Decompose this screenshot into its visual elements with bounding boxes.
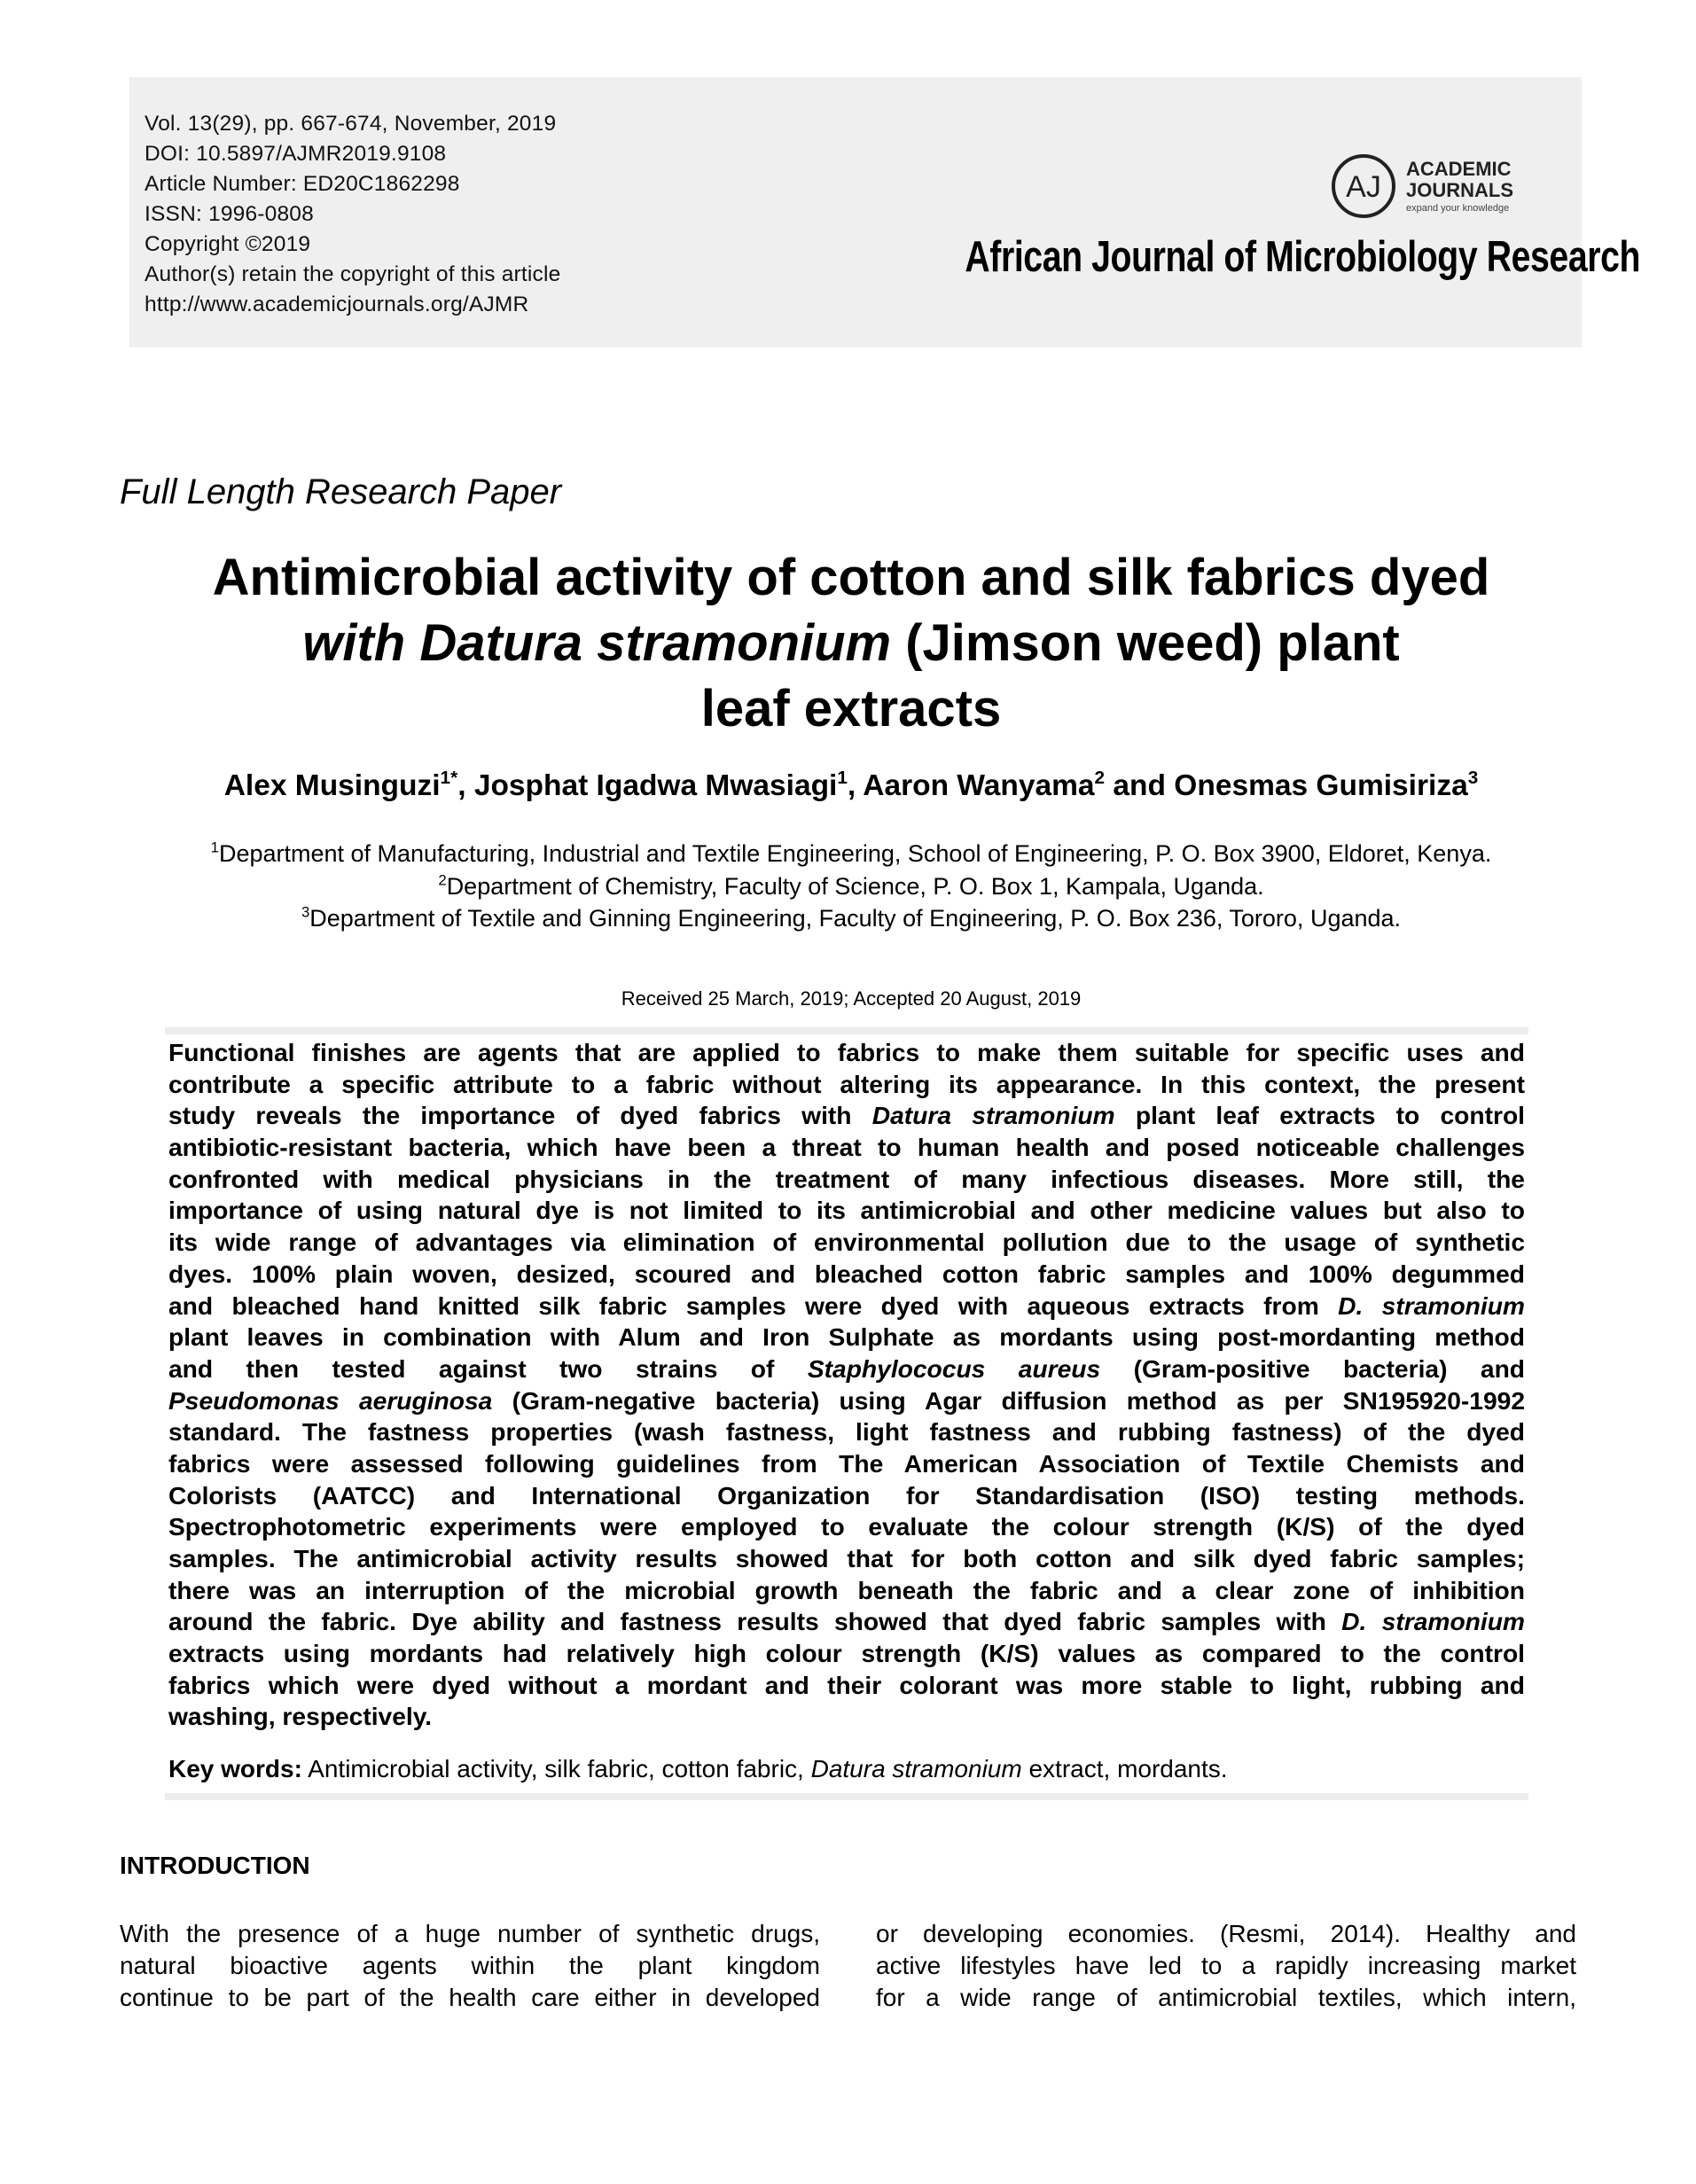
meta-rights: Author(s) retain the copyright of this article bbox=[145, 262, 561, 286]
abstract-line: plant leaves in combination with Alum and Iron Sulphate as mordants using post-mordanting method bbox=[168, 1322, 1525, 1352]
author-name: Aaron Wanyama bbox=[863, 769, 1095, 802]
meta-doi: DOI: 10.5897/AJMR2019.9108 bbox=[145, 142, 447, 166]
abstract-line: antibiotic-resistant bacteria, which have been a threat to human health and posed noticeable challenges bbox=[168, 1133, 1525, 1162]
keywords bbox=[168, 1755, 1525, 1783]
section-heading-introduction: INTRODUCTION bbox=[120, 1852, 310, 1879]
abstract-line: samples. The antimicrobial activity results showed that for both cotton and silk dyed fabric samples; bbox=[168, 1544, 1525, 1572]
author-affiliation-marker: 3 bbox=[1467, 768, 1479, 789]
intro-column-right bbox=[876, 1918, 1576, 2014]
author-name: Onesmas Gumisiriza bbox=[1174, 769, 1468, 802]
logo-tagline: expand your knowledge bbox=[1406, 203, 1510, 214]
abstract-line: study reveals the importance of dyed fabrics with Datura stramonium plant leaf extracts to control bbox=[168, 1101, 1525, 1130]
abstract-line: Colorists (AATCC) and International Organization for Standardisation (ISO) testing methods. bbox=[168, 1480, 1525, 1509]
body-text-line: for a wide range of antimicrobial textiles, which intern, bbox=[876, 1984, 1576, 2011]
abstract-line: Pseudomonas aeruginosa (Gram-negative bacteria) using Agar diffusion method as per SN195920-1992 bbox=[168, 1385, 1525, 1415]
title-line-3: leaf extracts bbox=[700, 680, 1002, 737]
body-text-line: or developing economies. (Resmi, 2014). Healthy and bbox=[876, 1920, 1576, 1947]
species-name: D. stramonium bbox=[1341, 1607, 1525, 1636]
author-separator: , bbox=[457, 769, 474, 802]
received-dates: Received 25 March, 2019; Accepted 20 August, 2019 bbox=[621, 987, 1082, 1010]
title-line-2 bbox=[124, 611, 1578, 676]
affiliation-1 bbox=[155, 838, 1547, 870]
keywords-text: Antimicrobial activity, silk fabric, cotton fabric, bbox=[301, 1755, 811, 1782]
journal-name: African Journal of Microbiology Research bbox=[965, 233, 1641, 281]
abstract-line: its wide range of advantages via elimination of environmental pollution due to the usage of synthetic bbox=[168, 1228, 1525, 1257]
meta-url[interactable]: http://www.academicjournals.org/AJMR bbox=[145, 292, 529, 316]
author bbox=[474, 769, 848, 802]
affiliation-text: Department of Manufacturing, Industrial and Textile Engineering, School of Engineering, P. O. Box 3900, Eldoret, Kenya. bbox=[218, 840, 1492, 867]
affiliation-marker: 2 bbox=[438, 871, 447, 889]
affiliation-marker: 1 bbox=[210, 838, 219, 856]
affiliation-3 bbox=[155, 902, 1547, 935]
abstract-line: contribute a specific attribute to a fabric without altering its appearance. In this context, the present bbox=[168, 1069, 1525, 1098]
logo-mark: AJ bbox=[1346, 170, 1381, 204]
keywords-label: Key words: bbox=[168, 1755, 302, 1782]
body-text-line: continue to be part of the health care either in developed bbox=[120, 1984, 820, 2011]
author-name: Josphat Igadwa Mwasiagi bbox=[473, 769, 838, 802]
body-text-line: active lifestyles have led to a rapidly increasing market bbox=[876, 1952, 1576, 1979]
abstract-line: around the fabric. Dye ability and fastness results showed that dyed fabric samples with D. stramonium bbox=[168, 1607, 1525, 1636]
meta-volume: Vol. 13(29), pp. 667-674, November, 2019 bbox=[145, 112, 557, 136]
abstract bbox=[168, 1037, 1525, 1733]
species-name: Datura stramonium bbox=[871, 1101, 1115, 1130]
affiliation-text: Department of Chemistry, Faculty of Science, P. O. Box 1, Kampala, Uganda. bbox=[446, 872, 1264, 900]
keywords-italic: Datura stramonium bbox=[810, 1755, 1022, 1782]
article-meta bbox=[145, 109, 765, 320]
author bbox=[224, 769, 457, 802]
author bbox=[863, 769, 1105, 802]
author-affiliation-marker: 1 bbox=[837, 768, 848, 789]
abstract-line: Spectrophotometric experiments were employed to evaluate the colour strength (K/S) of the dyed bbox=[168, 1512, 1525, 1541]
abstract-line: and then tested against two strains of Staphylococus aureus (Gram-positive bacteria) and bbox=[168, 1353, 1525, 1383]
title-italic-species: with Datura stramonium bbox=[302, 614, 892, 672]
species-name: Staphylococus aureus bbox=[807, 1353, 1101, 1383]
abstract-line: confronted with medical physicians in the treatment of many infectious diseases. More still, the bbox=[168, 1164, 1525, 1193]
species-name: Pseudomonas aeruginosa bbox=[168, 1385, 493, 1415]
paper-title bbox=[124, 545, 1578, 742]
author-list bbox=[124, 769, 1578, 803]
species-name: D. stramonium bbox=[1338, 1291, 1525, 1320]
author-affiliation-marker: 2 bbox=[1094, 768, 1106, 789]
abstract-line: there was an interruption of the microbial growth beneath the fabric and a clear zone of inhibition bbox=[168, 1575, 1525, 1604]
meta-copyright: Copyright ©2019 bbox=[145, 232, 311, 256]
abstract-line: fabrics which were dyed without a mordant and their colorant was more stable to light, rubbing and bbox=[168, 1670, 1525, 1699]
intro-column-left bbox=[120, 1918, 820, 2014]
meta-article-number: Article Number: ED20C1862298 bbox=[145, 172, 460, 196]
abstract-line: extracts using mordants had relatively high colour strength (K/S) values as compared to the control bbox=[168, 1639, 1525, 1668]
author-affiliation-marker: 1* bbox=[440, 768, 458, 789]
abstract-bottom-rule bbox=[165, 1793, 1528, 1800]
abstract-line: importance of using natural dye is not limited to its antimicrobial and other medicine values but also to bbox=[168, 1196, 1525, 1225]
abstract-line: washing, respectively. bbox=[168, 1702, 433, 1731]
logo-line1: ACADEMIC bbox=[1406, 158, 1512, 180]
abstract-line: standard. The fastness properties (wash fastness, light fastness and rubbing fastness) of the dyed bbox=[168, 1417, 1525, 1447]
author-separator: , bbox=[847, 769, 864, 802]
abstract-line: fabrics were assessed following guidelines from The American Association of Textile Chemists and bbox=[168, 1448, 1525, 1478]
keywords-text-end: extract, mordants. bbox=[1021, 1755, 1228, 1782]
title-line-2-rest: (Jimson weed) plant bbox=[891, 614, 1400, 672]
abstract-line: dyes. 100% plain woven, desized, scoured and bleached cotton fabric samples and 100% degummed bbox=[168, 1259, 1525, 1288]
author-separator: and bbox=[1105, 769, 1175, 802]
body-text-line: natural bioactive agents within the plant kingdom bbox=[120, 1952, 820, 1979]
logo-line2: JOURNALS bbox=[1406, 179, 1514, 201]
abstract-line: Functional finishes are agents that are applied to fabrics to make them suitable for specific uses and bbox=[168, 1038, 1525, 1066]
abstract-line: and bleached hand knitted silk fabric samples were dyed with aqueous extracts from D. stramonium bbox=[168, 1291, 1525, 1320]
affiliations bbox=[155, 838, 1547, 935]
meta-issn: ISSN: 1996-0808 bbox=[145, 202, 314, 226]
body-text-line: With the presence of a huge number of synthetic drugs, bbox=[120, 1920, 820, 1947]
affiliation-text: Department of Textile and Ginning Engineering, Faculty of Engineering, P. O. Box 236, Tororo, Uganda. bbox=[309, 905, 1402, 932]
abstract-top-rule bbox=[165, 1027, 1528, 1034]
paper-type: Full Length Research Paper bbox=[120, 472, 562, 511]
title-line-1: Antimicrobial activity of cotton and silk fabrics dyed bbox=[212, 549, 1490, 606]
academic-journals-logo bbox=[1330, 149, 1578, 229]
author bbox=[1174, 769, 1478, 802]
affiliation-2 bbox=[155, 870, 1547, 903]
affiliation-marker: 3 bbox=[301, 903, 310, 921]
author-name: Alex Musinguzi bbox=[223, 769, 441, 802]
